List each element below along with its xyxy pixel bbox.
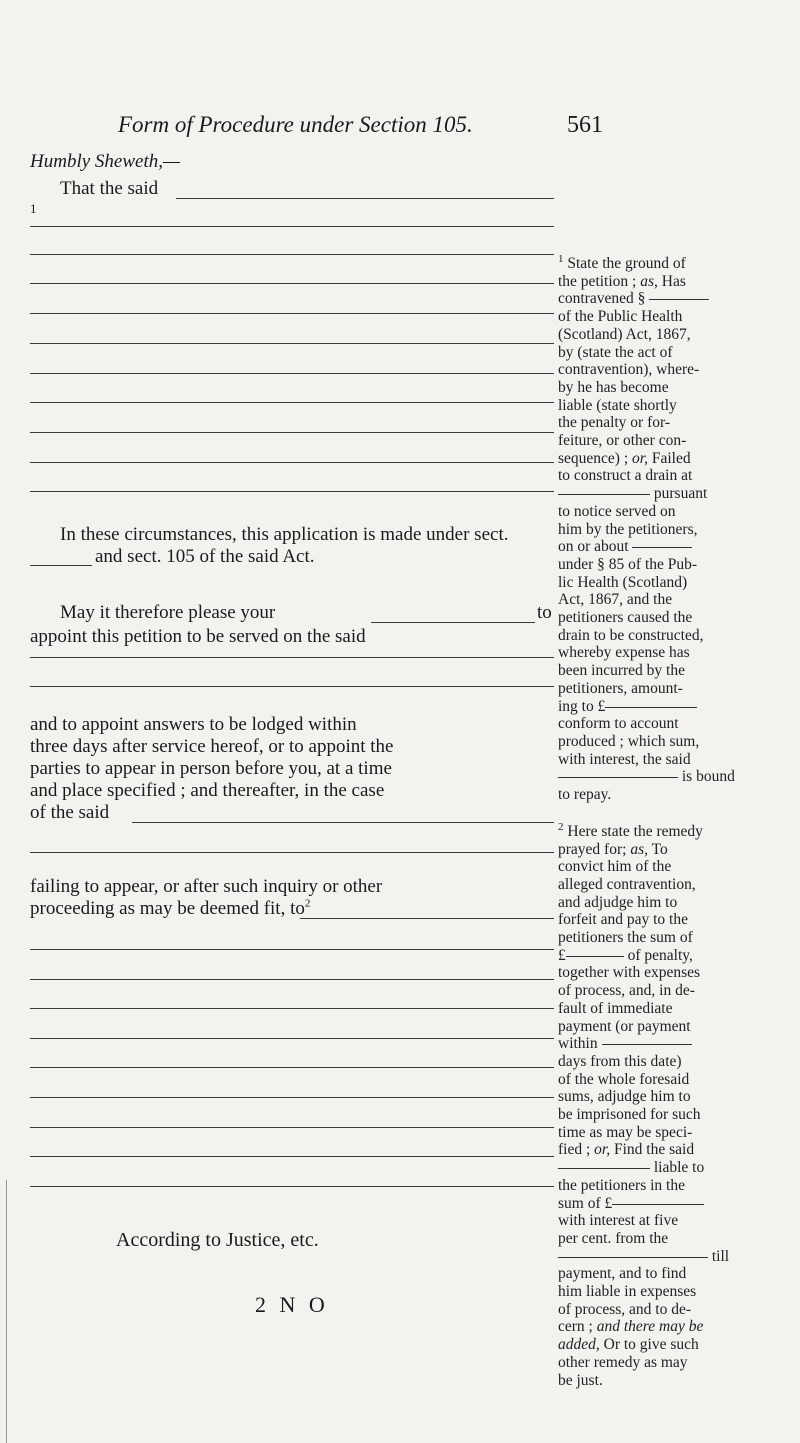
blank-line [132,822,554,823]
footnote-text: Has [657,272,686,290]
footnote-1-line: lic Health (Scotland) [558,573,688,591]
prayer-to: to [537,602,552,623]
footnote-text: Failed [647,449,691,467]
blank-line [300,918,554,919]
footnote-1-line [558,698,796,716]
footnote-1-line: contravention), where- [558,361,700,379]
failing-line-1: failing to appear, or after such inquiry or other [30,876,383,897]
footnote-1-line: liable (state shortly [558,396,677,414]
blank-line [30,1067,554,1068]
failing-line-2 [30,898,310,920]
footnotes [558,252,796,1389]
failing-text: proceeding as may be deemed fit, to [30,898,305,919]
footnote-2-line [558,1248,796,1266]
opening-text: That the said [60,178,159,199]
blank-line [558,1257,708,1258]
footnote-1-marker: 1 [558,252,564,265]
blank-line [30,432,554,433]
footnote-1-line: Act, 1867, and the [558,591,673,609]
footnote-2-line: fault of immediate [558,999,673,1017]
blank-line [30,343,554,344]
footnote-2-line: forfeit and pay to the [558,911,688,929]
blank-line [30,852,554,853]
footnote-2-line [558,1141,796,1159]
answers-line-4: and place specified ; and thereafter, in the case [30,780,385,801]
blank-line [30,1127,554,1128]
footnote-1-line: to construct a drain at [558,467,693,485]
footnote-text: To [647,840,668,858]
footnote-2-line [558,947,796,965]
footnote-2-line [558,1159,796,1177]
footnote-2-line: payment (or payment [558,1017,691,1035]
footnote-text: Find the said [610,1141,695,1159]
footnote-1-line: whereby expense has [558,644,690,662]
footnote-2-line [558,1035,796,1053]
footnote-text: till [711,1247,730,1265]
blank-line [30,462,554,463]
running-title: Form of Procedure under Section 105. [118,112,473,137]
footnote-2-line: time as may be speci- [558,1123,693,1141]
footnote-text: State the ground of [567,255,686,272]
footnote-marker-1: 1 [30,201,37,216]
blank-line [632,547,692,548]
footnote-2-line: petitioners the sum of [558,929,693,947]
footnote-1-line: by (state the act of [558,343,673,361]
footnote-text: £ [558,946,566,964]
footnote-2-line: with interest at five [558,1212,679,1230]
footnote-text: is bound [681,768,735,786]
footnote-text: or, [594,1141,611,1159]
blank-line [30,1038,554,1039]
blank-line [30,657,554,658]
footnote-text: as, [630,840,648,858]
footnote-2-line [558,1318,796,1336]
footnote-2-marker: 2 [558,820,564,833]
blank-line [612,1204,704,1205]
footnote-2-line: of process, and to de- [558,1300,691,1318]
blank-line [566,956,624,957]
footnote-text: of penalty, [627,946,693,964]
footnote-text: within [558,1035,598,1053]
footnote-1-line [558,290,796,308]
footnote-2-line [558,820,796,841]
footnote-text: prayed for; [558,840,631,858]
blank-line [371,622,535,623]
blank-line [558,777,678,778]
blank-line [30,313,554,314]
blank-line [602,1044,692,1045]
blank-line [30,226,554,227]
footnote-2-line: be imprisoned for such [558,1106,701,1124]
blank-line [176,198,554,199]
answers-line-1: and to appoint answers to be lodged within [30,714,357,735]
paragraph-circumstances: In these circumstances, this application is made under sect. [60,524,509,545]
blank-line [30,491,554,492]
page-edge [6,1180,7,1443]
paragraph-section: and sect. 105 of the said Act. [95,546,315,567]
footnote-1-line: (Scotland) Act, 1867, [558,325,691,343]
footnote-1-line: drain to be constructed, [558,626,704,644]
footnote-1-line: conform to account [558,715,679,733]
footnote-1-line [558,450,796,468]
page-number: 561 [567,112,603,138]
blank-line [30,283,554,284]
footnote-2-line: and adjudge him to [558,893,678,911]
blank-line [30,402,554,403]
closing-formula: According to Justice, etc. [116,1229,319,1251]
footnote-text: cern ; [558,1318,597,1336]
blank-line [30,1186,554,1187]
footnote-1-line: him by the petitioners, [558,520,698,538]
signature-mark: 2 N O [255,1292,329,1317]
blank-line [30,254,554,255]
footnote-text: Or to give such [599,1336,699,1354]
footnote-2-line: of process, and, in de- [558,982,695,1000]
footnote-text: the petition ; [558,272,641,290]
footnote-text: sequence) ; [558,449,633,467]
footnote-1-line: the penalty or for- [558,414,671,432]
footnote-1-line: to repay. [558,786,612,804]
footnote-text: and there may be [596,1318,704,1336]
footnote-1-line: under § 85 of the Pub- [558,555,698,573]
footnote-2-line [558,1195,796,1213]
footnote-text: liable to [653,1159,705,1177]
footnote-text: on or about [558,538,629,556]
footnote-2-line: of the whole foresaid [558,1070,690,1088]
blank-line [558,1168,650,1169]
footnote-text: contravened § [558,290,646,308]
appoint-text: appoint this petition to be served on the said [30,626,366,647]
footnote-1-line [558,273,796,291]
footnote-1-line [558,768,796,786]
footnote-1-line: with interest, the said [558,750,691,768]
blank-line [605,707,697,708]
footnote-text: fied ; [558,1141,595,1159]
answers-line-5: of the said [30,802,110,823]
footnote-1-line: been incurred by the [558,662,685,680]
blank-line [30,373,554,374]
salutation: Humbly Sheweth,— [30,151,180,172]
footnote-text: sum of £ [558,1194,613,1212]
footnote-2-line [558,1336,796,1354]
footnote-2-line [558,841,796,859]
blank-line [30,686,554,687]
prayer-text: May it therefore please your [60,602,276,623]
footnote-1-line: petitioners, amount- [558,679,683,697]
footnote-text: or, [632,449,648,467]
footnote-text: ing to £ [558,697,606,715]
footnote-1-line: produced ; which sum, [558,732,700,750]
blank-line [30,1008,554,1009]
footnote-1-line [558,538,796,556]
footnote-2-line: per cent. from the [558,1229,669,1247]
blank-line [649,299,709,300]
footnote-2-line: the petitioners in the [558,1176,685,1194]
footnote-2-line: together with expenses [558,964,701,982]
blank-line [30,1097,554,1098]
footnote-2-line: alleged contravention, [558,875,696,893]
footnote-2-line: days from this date) [558,1052,682,1070]
footnote-1-line: to notice served on [558,502,676,520]
blank-line [30,979,554,980]
footnote-marker-2: 2 [304,897,311,910]
footnote-1-line [558,252,796,273]
footnote-2-line: other remedy as may [558,1353,688,1371]
blank-line [30,565,92,566]
footnote-1-line: by he has become [558,378,669,396]
footnote-2-line: convict him of the [558,858,672,876]
footnote-text: Here state the remedy [567,822,703,840]
footnote-1-line: petitioners caused the [558,609,693,627]
answers-line-2: three days after service hereof, or to appoint the [30,736,394,757]
blank-line [30,1156,554,1157]
answers-line-3: parties to appear in person before you, at a time [30,758,392,779]
blank-line [30,949,554,950]
footnote-text: pursuant [653,485,708,503]
footnote-2-line: payment, and to find [558,1265,687,1283]
footnote-2-line: be just. [558,1371,603,1389]
footnote-text: as, [640,272,658,290]
footnote-text: added, [558,1336,600,1354]
footnote-1-line: feiture, or other con- [558,432,687,450]
footnote-1-line [558,485,796,503]
footnote-2-line: him liable in expenses [558,1283,697,1301]
footnote-1-line: of the Public Health [558,308,683,326]
blank-line [558,494,650,495]
footnote-2-line: sums, adjudge him to [558,1088,691,1106]
